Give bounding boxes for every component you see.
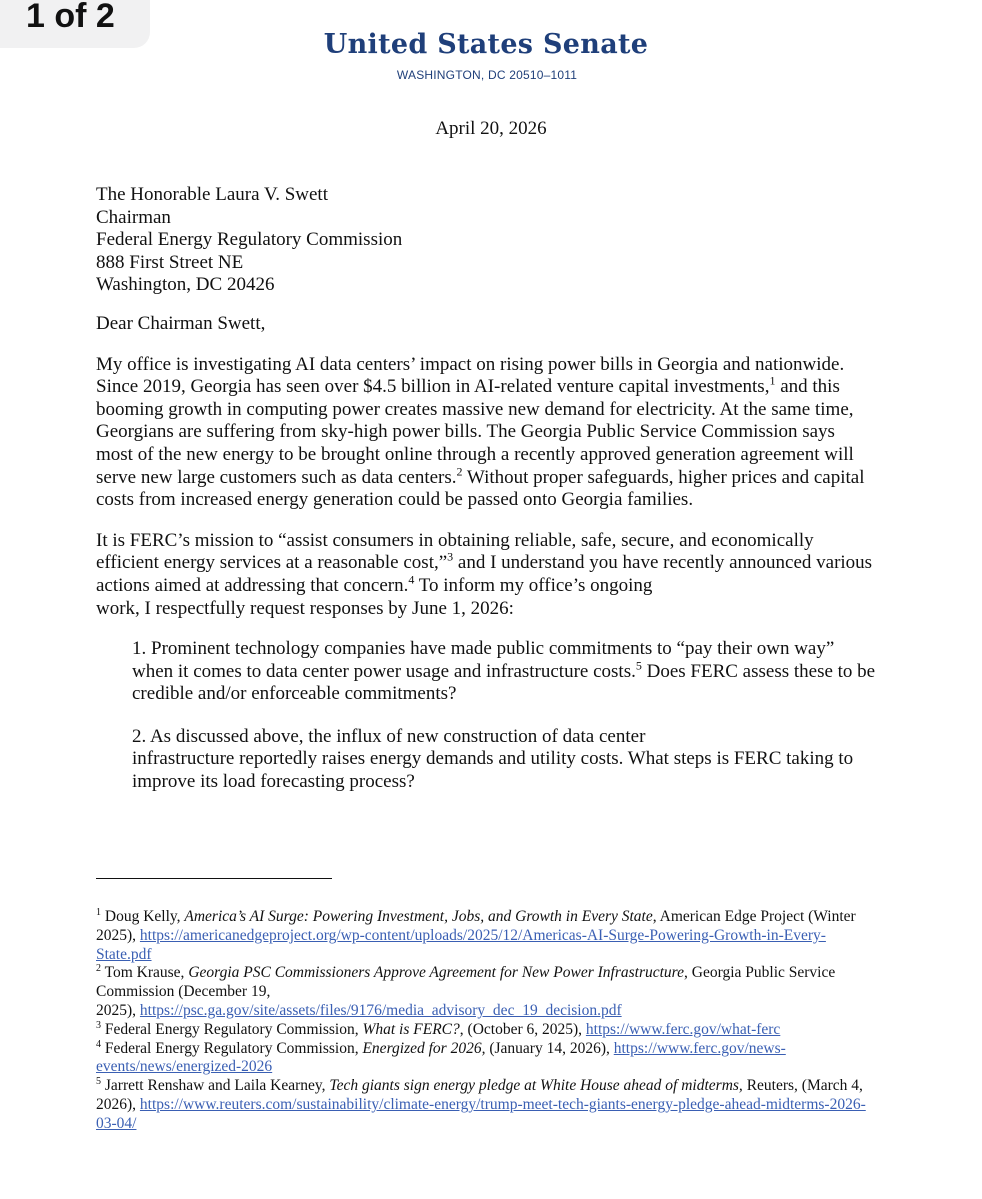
paragraph-text: and this booming growth in computing power creates massive new demand for electricity. At the same time, Georgians are suffering from sky-high power bills. The Georgia Public Service Commission says most of the new energy to be brought online through a recently approved generation agreement will serve new large customers such as data centers. <box>96 376 854 488</box>
footnote-4 <box>96 1040 871 1078</box>
footnote-5 <box>96 1077 871 1133</box>
recipient-line: Federal Energy Regulatory Commission <box>96 229 403 251</box>
paragraph-text: work, I respectfully request responses by June 1, 2026: <box>96 597 514 619</box>
footnote-ref: 4 <box>408 572 415 587</box>
footnote-number: 4 <box>96 1038 101 1050</box>
footnote-ref: 2 <box>456 464 463 479</box>
footnote-number: 2 <box>96 963 101 975</box>
paragraph-text: It is FERC’s mission to “assist consumers in obtaining reliable, safe, secure, and economically efficient energy services at a reasonable cost,” <box>96 529 814 574</box>
footnote-title: What is FERC? <box>362 1020 460 1038</box>
footnote-link[interactable]: https://www.ferc.gov/what-ferc <box>585 1020 781 1038</box>
footnote-3 <box>96 1021 871 1040</box>
question-text: 1. Prominent technology companies have made public commitments to “pay their own way” when it comes to data center power usage and infrastructure costs. <box>132 638 835 682</box>
question-list <box>96 638 876 794</box>
footnote-title: Georgia PSC Commissioners Approve Agreement for New Power Infrastructure <box>188 964 684 982</box>
footnote-author: Federal Energy Regulatory Commission, <box>101 1039 363 1057</box>
question-text: infrastructure reportedly raises energy demands and utility costs. What steps is FERC taking to improve its load forecasting process? <box>132 748 854 793</box>
question-text: Does FERC assess these to be credible and/or enforceable commitments? <box>132 660 876 705</box>
paragraph-text: To inform my office’s ongoing <box>414 574 653 596</box>
footnote-details: , Georgia Public Service Commission (December 19, <box>96 964 836 1001</box>
footnote-number: 5 <box>96 1076 101 1088</box>
footnote-number: 1 <box>96 906 101 918</box>
footnotes <box>96 908 871 1134</box>
footnote-1 <box>96 908 871 964</box>
senate-letterhead-address: WASHINGTON, DC 20510–1011 <box>396 68 578 82</box>
footnote-divider <box>96 878 332 879</box>
footnote-details: 2025), <box>96 1001 140 1019</box>
footnote-ref: 3 <box>447 549 454 564</box>
salutation: Dear Chairman Swett, <box>96 312 266 334</box>
paragraph-ferc-mission <box>96 530 876 620</box>
footnote-author: Tom Krause, <box>101 964 189 982</box>
paragraph-investigation <box>96 354 876 512</box>
footnote-number: 3 <box>96 1019 101 1031</box>
footnote-link[interactable]: https://psc.ga.gov/site/assets/files/9176/media_advisory_dec_19_decision.pdf <box>139 1001 622 1019</box>
footnote-author: Federal Energy Regulatory Commission, <box>101 1020 363 1038</box>
letter-body <box>96 184 876 814</box>
footnote-ref: 1 <box>769 373 776 388</box>
recipient-address-block <box>96 184 876 297</box>
footnote-title: Tech giants sign energy pledge at White House ahead of midterms, <box>329 1077 743 1095</box>
footnote-ref: 5 <box>635 658 642 673</box>
letter-date: April 20, 2026 <box>435 118 547 139</box>
recipient-line: The Honorable Laura V. Swett <box>96 184 328 205</box>
question-item-1 <box>132 638 876 706</box>
recipient-line: Chairman <box>96 206 171 228</box>
paragraph-text: and I understand you have recently announced various actions aimed at addressing that concern. <box>96 552 873 596</box>
footnote-link[interactable]: https://www.reuters.com/sustainability/climate-energy/trump-meet-tech-giants-energy-pledge-ahead-midterms-2026-03-04/ <box>96 1095 866 1132</box>
recipient-line: Washington, DC 20426 <box>96 274 275 296</box>
footnote-details: (January 14, 2026), <box>485 1039 614 1057</box>
senate-letterhead-title: United States Senate <box>323 29 649 60</box>
question-item-2 <box>132 726 876 794</box>
footnote-link[interactable]: https://americanedgeproject.org/wp-content/uploads/2025/12/Americas-AI-Surge-Powering-Growth-in-Every-State.pdf <box>96 926 826 963</box>
footnote-details: , (October 6, 2025), <box>459 1020 586 1038</box>
recipient-line: 888 First Street NE <box>96 251 244 273</box>
footnote-details: Reuters, (March 4, 2026), <box>96 1077 863 1113</box>
footnote-title: Energized for 2026, <box>362 1039 486 1057</box>
letterhead <box>0 26 982 82</box>
footnote-author: Jarrett Renshaw and Laila Kearney, <box>101 1077 330 1095</box>
footnote-details: , American Edge Project (Winter 2025), <box>96 908 856 944</box>
footnote-2 <box>96 964 871 1020</box>
footnote-author: Doug Kelly, <box>101 908 185 925</box>
footnote-link[interactable]: https://www.ferc.gov/news-events/news/energized-2026 <box>96 1039 786 1076</box>
page-counter-badge: 1 of 2 <box>0 0 150 48</box>
paragraph-text: My office is investigating AI data centers’ impact on rising power bills in Georgia and nationwide. Since 2019, Georgia has seen over $4.5 billion in AI-related venture capital investments, <box>96 353 845 398</box>
footnote-title: America’s AI Surge: Powering Investment, Jobs, and Growth in Every State <box>184 908 653 925</box>
question-text: 2. As discussed above, the influx of new construction of data center <box>132 725 646 747</box>
paragraph-text: Without proper safeguards, higher prices and capital costs from increased energy generation could be passed onto Georgia families. <box>96 466 865 511</box>
